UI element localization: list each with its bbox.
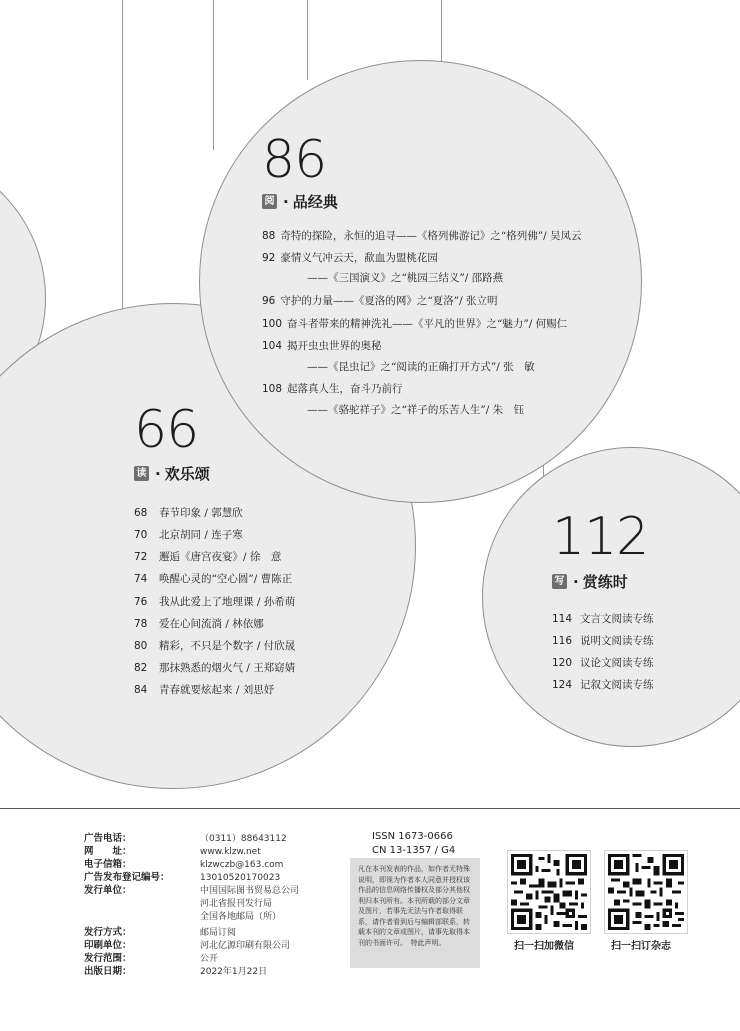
toc-page-number: 88	[262, 230, 276, 242]
section-badge-icon: 读	[134, 466, 149, 481]
toc-entry[interactable]	[262, 382, 403, 396]
toc-entry-title: 揭开虫虫世界的奥秘	[287, 340, 382, 352]
toc-entry-subtitle: ——《昆虫记》之“阅读的正确打开方式”/ 张 敏	[307, 361, 535, 373]
qr-code-icon	[511, 854, 587, 930]
toc-entry[interactable]	[262, 229, 582, 243]
toc-entry-title: 精彩，不只是个数字 / 付欣晟	[159, 640, 296, 652]
toc-entry[interactable]	[134, 572, 292, 586]
toc-entry-title: 爱在心间流淌 / 林依娜	[159, 618, 264, 630]
toc-entry[interactable]	[134, 639, 295, 653]
toc-entry[interactable]	[134, 595, 295, 609]
info-value: 河北亿源印刷有限公司	[200, 941, 291, 951]
toc-entry[interactable]	[262, 317, 567, 331]
toc-entry[interactable]	[552, 634, 654, 648]
section-page-number: 112	[552, 507, 649, 567]
info-value: 邮局订阅	[200, 928, 237, 938]
toc-entry[interactable]	[134, 617, 264, 631]
section-title: 赏练时	[582, 573, 628, 591]
toc-page-number: 120	[552, 657, 573, 669]
info-value[interactable]: www.klzw.net	[200, 847, 261, 857]
toc-entry-title: 那抹熟悉的烟火气 / 王郑窈婧	[159, 662, 296, 674]
toc-entry-title: 奋斗者带来的精神洗礼——《平凡的世界》之“魅力”/ 何赐仁	[287, 318, 568, 330]
issn-number: ISSN 1673-0666	[372, 831, 453, 842]
toc-entry[interactable]	[134, 683, 274, 697]
toc-entry[interactable]	[134, 550, 281, 564]
toc-entry-title: 说明文阅读专练	[580, 635, 654, 647]
toc-entry[interactable]	[262, 251, 438, 265]
toc-page-number: 114	[552, 613, 573, 625]
toc-entry-title: 奇特的探险，永恒的追寻——《格列佛游记》之“格列佛”/ 吴凤云	[280, 230, 582, 242]
section-circle-shanglianshi	[482, 447, 740, 747]
toc-entry[interactable]	[552, 656, 654, 670]
toc-page-number: 72	[134, 551, 148, 563]
toc-entry[interactable]	[262, 339, 382, 353]
qr-code-wechat[interactable]	[507, 850, 591, 934]
toc-page-number: 76	[134, 596, 148, 608]
info-label: 印刷单位：	[84, 940, 132, 951]
info-label: 广告发布登记编号：	[84, 872, 170, 883]
info-value: 公开	[200, 954, 219, 964]
toc-entry-title: 起落真人生，奋斗乃前行	[287, 383, 403, 395]
divider-line	[307, 0, 308, 80]
info-label: 发行方式：	[84, 927, 132, 938]
info-value: （0311）88643112	[200, 834, 287, 844]
qr-caption: 扫一扫订杂志	[611, 941, 671, 952]
toc-entry-subtitle: ——《三国演义》之“桃园三结义”/ 邵路燕	[307, 272, 504, 284]
toc-page-number: 82	[134, 662, 148, 674]
info-label: 广告电话：	[84, 833, 132, 844]
toc-entry-title: 邂逅《唐宫夜宴》/ 徐 意	[159, 551, 282, 563]
section-title: 品经典	[292, 193, 338, 211]
section-page-number: 86	[262, 130, 327, 190]
divider-line	[122, 0, 123, 345]
info-label: 发行单位：	[84, 885, 132, 896]
qr-code-icon	[608, 854, 684, 930]
info-label: 网 址：	[84, 846, 132, 857]
toc-page-number: 108	[262, 383, 283, 395]
section-badge-icon: 阅	[262, 194, 277, 209]
copyright-notice: 凡在本刊发表的作品，如作者无特殊说明，即视为作者本人同意并授权该作品的信息网络传播权及部分其他权利归本刊所有。本刊所载的部分文章及图片，若事先无法与作者取得联系，请作者看到后与编辑部联系，转载本刊的文章或图片，请事先取得本刊的书面许可。 特此声明。	[350, 858, 480, 968]
separator-dot: ·	[283, 192, 289, 211]
toc-entry-title: 记叙文阅读专练	[580, 679, 654, 691]
toc-page-number: 80	[134, 640, 148, 652]
toc-entry-title: 青春就要炫起来 / 刘思妤	[159, 684, 275, 696]
toc-page-number: 100	[262, 318, 283, 330]
toc-entry-title: 北京胡同 / 连子寒	[159, 529, 243, 541]
section-heading	[262, 191, 338, 212]
info-value: 2022年1月22日	[200, 967, 268, 977]
section-page-number: 66	[134, 400, 199, 460]
toc-page-number: 104	[262, 340, 283, 352]
info-label: 出版日期：	[84, 966, 132, 977]
info-value[interactable]: klzwczb@163.com	[200, 860, 284, 870]
toc-entry-title: 守护的力量——《夏洛的网》之“夏洛”/ 张立明	[280, 295, 498, 307]
toc-entry-title: 唤醒心灵的“空心圆”/ 曹陈正	[159, 573, 293, 585]
info-value: 13010520170023	[200, 873, 281, 883]
toc-entry-subtitle: ——《骆驼祥子》之“祥子的乐苦人生”/ 朱 钰	[307, 404, 525, 416]
toc-page-number: 124	[552, 679, 573, 691]
info-label: 电子信箱：	[84, 859, 132, 870]
separator-dot: ·	[155, 464, 161, 483]
toc-entry-title: 我从此爱上了地理课 / 孙希萌	[159, 596, 296, 608]
toc-page-number: 116	[552, 635, 573, 647]
cn-number: CN 13-1357 / G4	[372, 845, 456, 856]
qr-caption: 扫一扫加微信	[514, 941, 574, 952]
qr-code-subscribe[interactable]	[604, 850, 688, 934]
info-value: 中国国际图书贸易总公司	[200, 886, 300, 896]
separator-dot: ·	[573, 572, 579, 591]
section-heading	[552, 571, 628, 592]
toc-entry[interactable]	[552, 678, 654, 692]
toc-page-number: 78	[134, 618, 148, 630]
toc-page-number: 70	[134, 529, 148, 541]
divider-line	[213, 0, 214, 150]
toc-entry[interactable]	[134, 661, 295, 675]
toc-entry-title: 豪情义气冲云天，歃血为盟桃花园	[280, 252, 438, 264]
toc-page-number: 74	[134, 573, 148, 585]
toc-entry[interactable]	[134, 506, 243, 520]
footer-divider	[0, 808, 740, 809]
info-label: 发行范围：	[84, 953, 132, 964]
toc-entry[interactable]	[134, 528, 243, 542]
toc-page-number: 92	[262, 252, 276, 264]
info-value: 河北省报刊发行局	[200, 899, 273, 909]
section-badge-icon: 写	[552, 574, 567, 589]
info-value: 全国各地邮局（所）	[200, 912, 282, 922]
toc-entry-title: 春节印象 / 郭慧欣	[159, 507, 243, 519]
toc-page-number: 96	[262, 295, 276, 307]
toc-page-number: 68	[134, 507, 148, 519]
section-heading	[134, 463, 210, 484]
toc-entry[interactable]	[262, 294, 498, 308]
toc-entry-title: 议论文阅读专练	[580, 657, 654, 669]
toc-entry[interactable]	[552, 612, 654, 626]
section-title: 欢乐颂	[164, 465, 210, 483]
toc-entry-title: 文言文阅读专练	[580, 613, 654, 625]
toc-page-number: 84	[134, 684, 148, 696]
